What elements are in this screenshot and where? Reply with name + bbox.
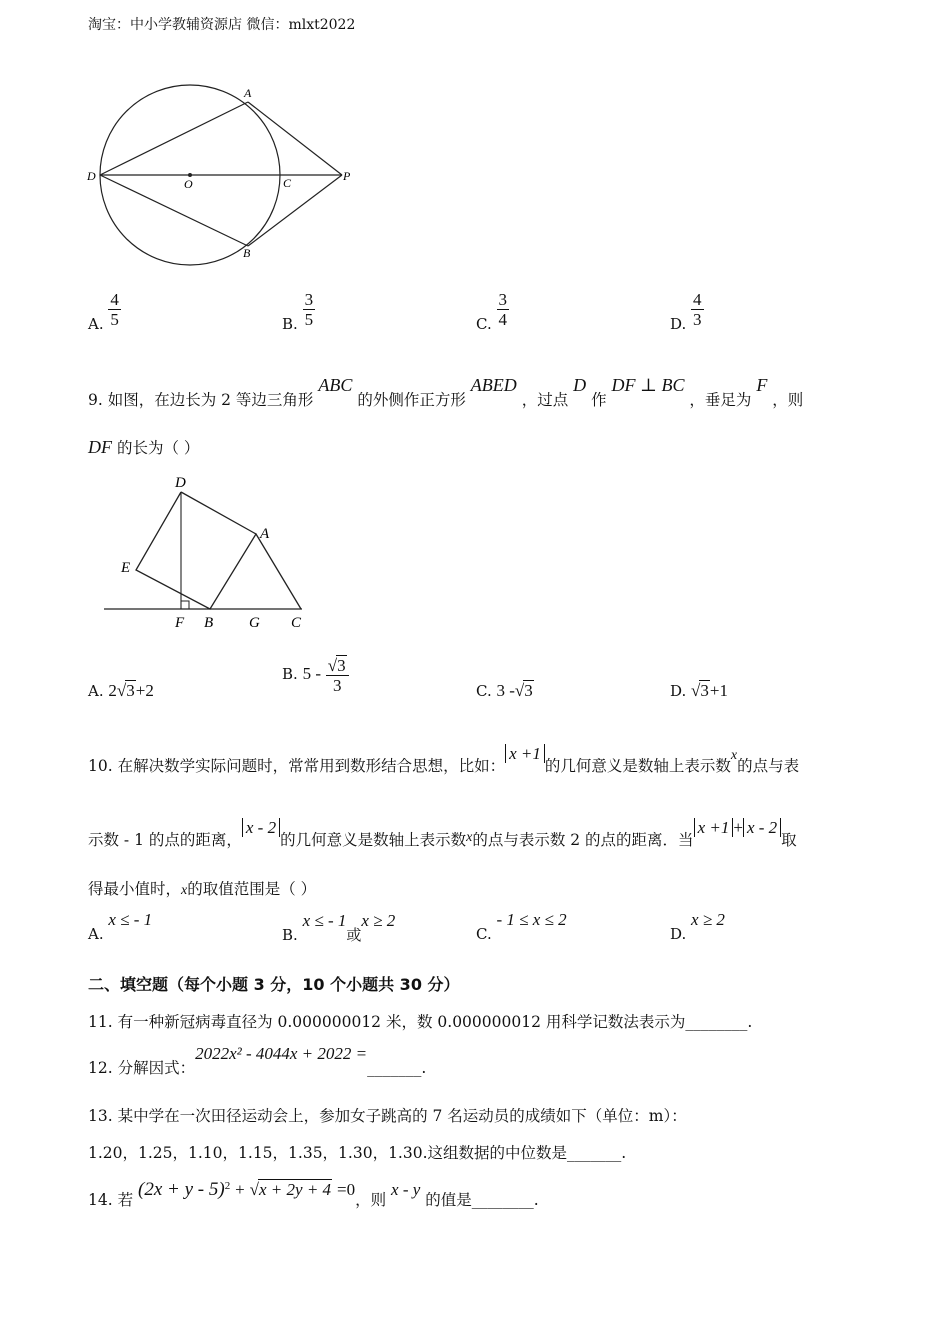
page-header: 淘宝：中小学教辅资源店 微信：mlxt2022	[88, 17, 356, 33]
q12: 12. 分解因式：2022x² - 4044x + 2022 =_______.	[88, 1044, 427, 1077]
q10-option-b[interactable]: B. x ≤ - 1或x ≥ 2	[282, 911, 396, 944]
label-B: B	[243, 246, 251, 260]
q10-line3: 得最小值时，x的取值范围是（ ）	[88, 880, 317, 898]
label-G: G	[249, 615, 260, 631]
label-P: P	[343, 169, 351, 183]
label-O: O	[184, 177, 193, 191]
label-E: E	[121, 560, 131, 576]
q12-answer-blank[interactable]: _______.	[367, 1059, 427, 1077]
label-C: C	[283, 176, 292, 190]
q8-option-b[interactable]: B. $\frac{3}{5}$	[282, 290, 314, 333]
q9-option-a[interactable]: A. 2√3+2	[88, 681, 154, 700]
label-A: A	[244, 86, 252, 100]
q10-option-d[interactable]: D. x ≥ 2	[670, 910, 725, 943]
section-heading: 二、填空题（每个小题 3 分，10 个小题共 30 分）	[88, 975, 460, 994]
q10-option-a[interactable]: A. x ≤ - 1	[88, 910, 153, 943]
q9-option-b[interactable]: B. 5 - $\frac{√3}{3}$	[282, 655, 349, 695]
label-D: D	[175, 475, 186, 491]
q10-option-c[interactable]: C. - 1 ≤ x ≤ 2	[476, 910, 567, 943]
q13-line2: 1.20，1.25，1.10，1.15，1.35，1.30，1.30.这组数据的中位数是_______.	[88, 1144, 627, 1162]
label-A: A	[260, 526, 270, 542]
label-D: D	[87, 169, 96, 183]
q13-line1: 13. 某中学在一次田径运动会上，参加女子跳高的 7 名运动员的成绩如下（单位：m）：	[88, 1107, 687, 1125]
q8-figure	[80, 80, 370, 275]
q14: 14. 若 $(2x + y - 5)^2 + √x + 2y + 4 =0$，则 x - y 的值是________.	[88, 1179, 539, 1209]
q9-figure	[100, 472, 320, 632]
q9-option-c[interactable]: C. 3 -√3	[476, 681, 533, 700]
label-F: F	[175, 615, 185, 631]
q9-option-d[interactable]: D. √3+1	[670, 681, 728, 700]
q11: 11. 有一种新冠病毒直径为 0.000000012 米，数 0.000000012 用科学记数法表示为________.	[88, 1013, 753, 1031]
label-C: C	[291, 615, 302, 631]
q8-option-d[interactable]: D. $\frac{4}{3}$	[670, 290, 702, 333]
q10-line1: 10. 在解决数学实际问题时，常常用到数形结合思想，比如：x +1的几何意义是数轴上表示数x的点与表	[88, 744, 800, 775]
label-B: B	[204, 615, 214, 631]
q10-line2: 示数 - 1 的点的距离，x - 2的几何意义是数轴上表示数x的点与表示数 2 的点的距离．当x +1 + x - 2取	[88, 818, 797, 849]
q9-line2: DF 的长为（ ）	[88, 437, 200, 457]
q8-option-a[interactable]: A. $\frac{4}{5}$	[88, 290, 119, 333]
q9-line1: 9. 如图，在边长为 2 等边三角形 ABC 的外侧作正方形 ABED ，过点 D 作 DF ⊥ BC ，垂足为 F ，则	[88, 375, 804, 409]
q8-option-c[interactable]: C. $\frac{3}{4}$	[476, 290, 507, 333]
